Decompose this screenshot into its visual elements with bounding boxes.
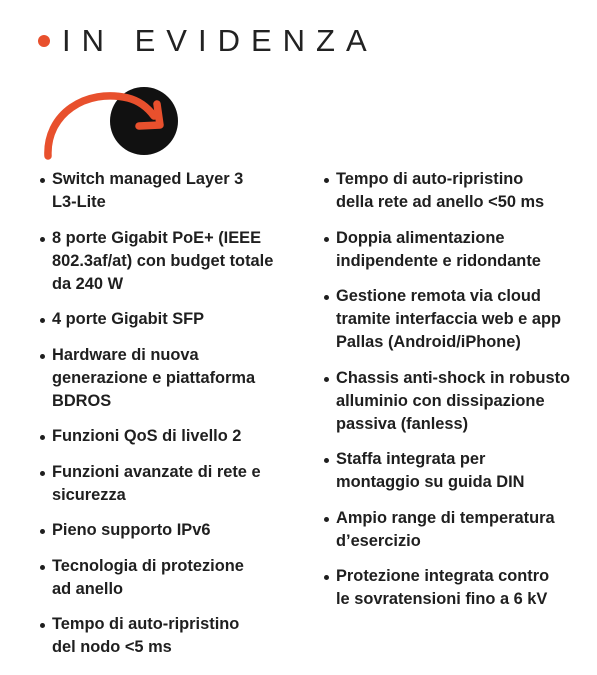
list-item: Chassis anti-shock in robusto alluminio con dissipazione passiva (fanless) <box>322 367 594 436</box>
list-item: Pieno supporto IPv6 <box>38 519 308 542</box>
list-item: 8 porte Gigabit PoE+ (IEEE 802.3af/at) con budget totale da 240 W <box>38 227 308 296</box>
bullet-icon <box>40 623 45 628</box>
list-item: Hardware di nuova generazione e piattaforma BDROS <box>38 344 308 413</box>
list-item: Ampio range di temperatura d’esercizio <box>322 507 594 553</box>
bullet-icon <box>40 237 45 242</box>
list-item: 4 porte Gigabit SFP <box>38 308 308 331</box>
bullet-icon <box>324 575 329 580</box>
bullet-icon <box>324 237 329 242</box>
list-item: Funzioni avanzate di rete e sicurezza <box>38 461 308 507</box>
list-item: Gestione remota via cloud tramite interfaccia web e app Pallas (Android/iPhone) <box>322 285 594 354</box>
curved-arrow-into-circle-icon <box>36 84 186 164</box>
bullet-icon <box>324 295 329 300</box>
list-item: Staffa integrata per montaggio su guida DIN <box>322 448 594 494</box>
bullet-icon <box>324 178 329 183</box>
list-item: Tempo di auto-ripristino della rete ad anello <50 ms <box>322 168 594 214</box>
list-item: Funzioni QoS di livello 2 <box>38 425 308 448</box>
list-item: Doppia alimentazione indipendente e ridondante <box>322 227 594 273</box>
feature-list-right <box>322 168 594 624</box>
section-header <box>38 20 378 60</box>
feature-list-left <box>38 168 308 672</box>
bullet-icon <box>40 435 45 440</box>
bullet-icon <box>324 458 329 463</box>
bullet-icon <box>324 377 329 382</box>
list-item: Tempo di auto-ripristino del nodo <5 ms <box>38 613 308 659</box>
bullet-icon <box>40 354 45 359</box>
bullet-icon <box>40 529 45 534</box>
list-item: Switch managed Layer 3 L3-Lite <box>38 168 308 214</box>
bullet-icon <box>40 471 45 476</box>
bullet-icon <box>40 318 45 323</box>
list-item: Protezione integrata contro le sovratensioni fino a 6 kV <box>322 565 594 611</box>
orange-dot-icon <box>38 35 50 47</box>
list-item: Tecnologia di protezione ad anello <box>38 555 308 601</box>
bullet-icon <box>40 565 45 570</box>
bullet-icon <box>40 178 45 183</box>
section-title: IN EVIDENZA <box>62 22 378 58</box>
bullet-icon <box>324 517 329 522</box>
